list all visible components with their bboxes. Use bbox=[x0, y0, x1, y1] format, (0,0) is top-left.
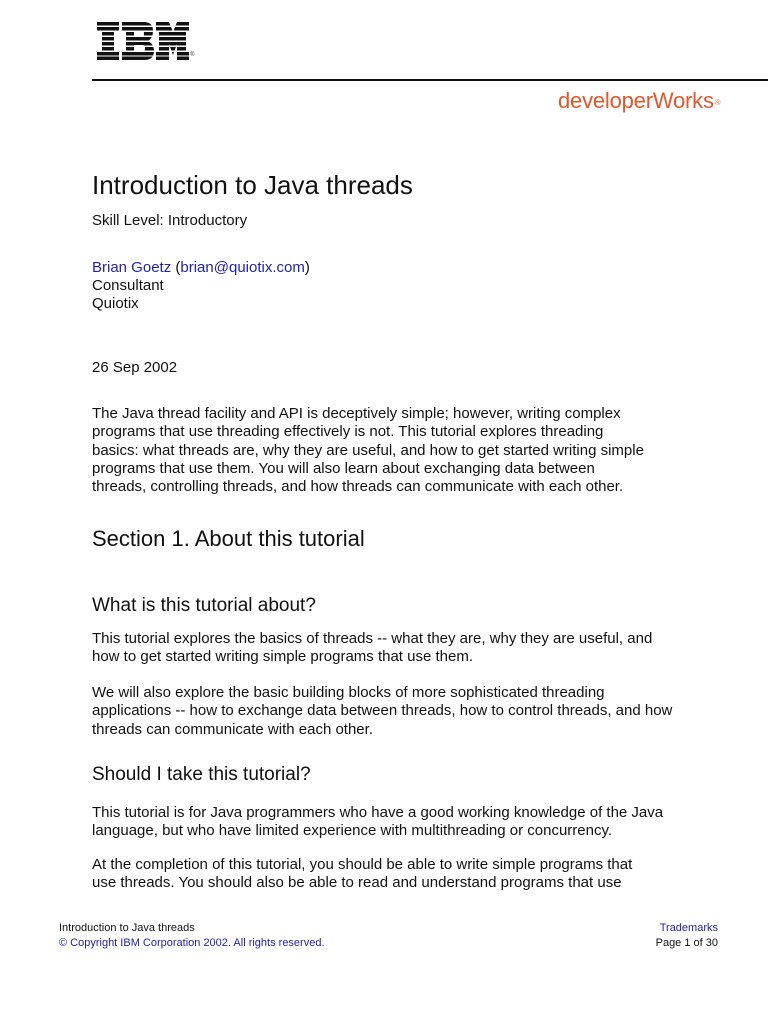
developerworks-registered-mark: ® bbox=[714, 97, 721, 107]
author-name-link[interactable]: Brian Goetz bbox=[92, 259, 172, 276]
paragraph-what-2: We will also explore the basic building blocks of more sophisticated threading applications -- how to exchange data between threads, how to control threads, and how threads can communicate with each other. bbox=[92, 684, 673, 738]
header-divider bbox=[92, 79, 768, 81]
author-line bbox=[92, 259, 692, 277]
publish-date: 26 Sep 2002 bbox=[92, 359, 178, 376]
developerworks-wordmark: developerWorks bbox=[558, 88, 714, 113]
subsection-heading-should: Should I take this tutorial? bbox=[92, 764, 311, 785]
author-role: Consultant bbox=[92, 277, 164, 294]
paragraph-should-1: This tutorial is for Java programmers who have a good working knowledge of the Java language, but who have limited experience with multithreading or concurrency. bbox=[92, 804, 664, 840]
skill-level: Skill Level: Introductory bbox=[92, 212, 248, 229]
abstract-paragraph: The Java thread facility and API is deceptively simple; however, writing complex programs that use threading effectively is not. This tutorial explores threading basics: what threads are, why they are useful, and how to get started writing simple programs that use them. You will also learn about exchanging data between threads, controlling threads, and how threads can communicate with each other. bbox=[92, 405, 644, 496]
section-heading: Section 1. About this tutorial bbox=[92, 526, 365, 551]
author-open-paren: ( bbox=[171, 259, 181, 276]
author-close-paren: ) bbox=[304, 259, 310, 276]
page-number: Page 1 of 30 bbox=[655, 937, 718, 949]
ibm-logo bbox=[97, 22, 189, 60]
footer-doc-title: Introduction to Java threads bbox=[59, 922, 195, 934]
author-block bbox=[92, 259, 692, 313]
footer-left bbox=[59, 921, 325, 951]
author-company: Quiotix bbox=[92, 295, 139, 312]
paragraph-what-1: This tutorial explores the basics of threads -- what they are, why they are useful, and how to get started writing simple programs that use them. bbox=[92, 630, 653, 666]
page-title: Introduction to Java threads bbox=[92, 170, 413, 200]
subsection-heading-what: What is this tutorial about? bbox=[92, 595, 316, 616]
ibm-registered-mark: ® bbox=[190, 52, 195, 58]
footer-copyright: © Copyright IBM Corporation 2002. All rights reserved. bbox=[59, 937, 325, 949]
developerworks-logo bbox=[558, 88, 720, 114]
author-email-link[interactable]: brian@quiotix.com bbox=[180, 259, 305, 276]
paragraph-should-2: At the completion of this tutorial, you should be able to write simple programs that use threads. You should also be able to read and understand programs that use bbox=[92, 856, 633, 892]
footer-right bbox=[656, 921, 718, 951]
trademarks-link[interactable]: Trademarks bbox=[659, 922, 718, 934]
